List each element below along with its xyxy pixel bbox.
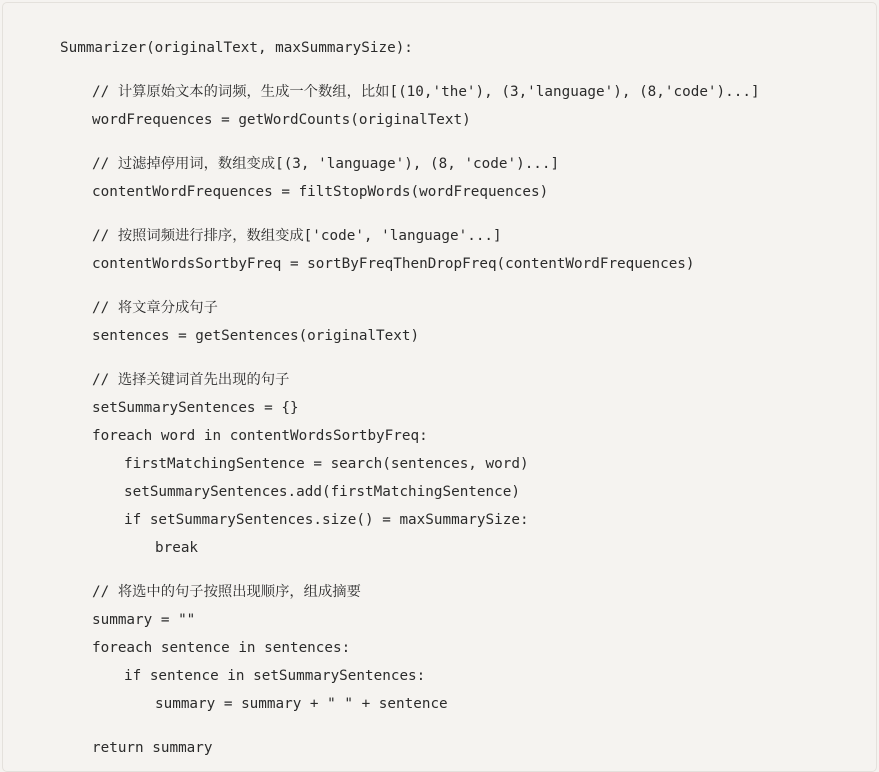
blank-line [60,206,760,222]
code-statement: break [155,540,199,556]
function-signature: Summarizer(originalText, maxSummarySize): [60,40,413,56]
code-statement: contentWordFrequences = filtStopWords(wordFrequences) [92,184,549,200]
code-statement: setSummarySentences = {} [92,400,299,416]
code-comment: // 选择关键词首先出现的句子 [92,372,290,388]
blank-line [60,718,760,734]
blank-line [60,350,760,366]
code-comment: // 计算原始文本的词频，生成一个数组，比如[(10,'the'), (3,'language'), (8,'code')...] [92,84,760,100]
code-statement: contentWordsSortbyFreq = sortByFreqThenDropFreq(contentWordFrequences) [92,256,695,272]
blank-line [60,62,760,78]
code-statement: setSummarySentences.add(firstMatchingSentence) [124,484,520,500]
code-statement: firstMatchingSentence = search(sentences, word) [124,456,529,472]
code-return: return summary [92,740,213,756]
code-condition: if setSummarySentences.size() = maxSummarySize: [124,512,529,528]
code-comment: // 将选中的句子按照出现顺序，组成摘要 [92,584,361,600]
code-statement: sentences = getSentences(originalText) [92,328,420,344]
blank-line [60,278,760,294]
code-block [60,34,760,762]
code-frame [2,2,877,772]
code-loop: foreach word in contentWordsSortbyFreq: [92,428,428,444]
code-condition: if sentence in setSummarySentences: [124,668,426,684]
code-comment: // 按照词频进行排序，数组变成['code', 'language'...] [92,228,502,244]
code-comment: // 将文章分成句子 [92,300,218,316]
blank-line [60,134,760,150]
code-comment: // 过滤掉停用词，数组变成[(3, 'language'), (8, 'code')...] [92,156,560,172]
code-statement: summary = summary + " " + sentence [155,696,448,712]
blank-line [60,562,760,578]
code-statement: summary = "" [92,612,196,628]
code-statement: wordFrequences = getWordCounts(originalText) [92,112,471,128]
code-loop: foreach sentence in sentences: [92,640,351,656]
